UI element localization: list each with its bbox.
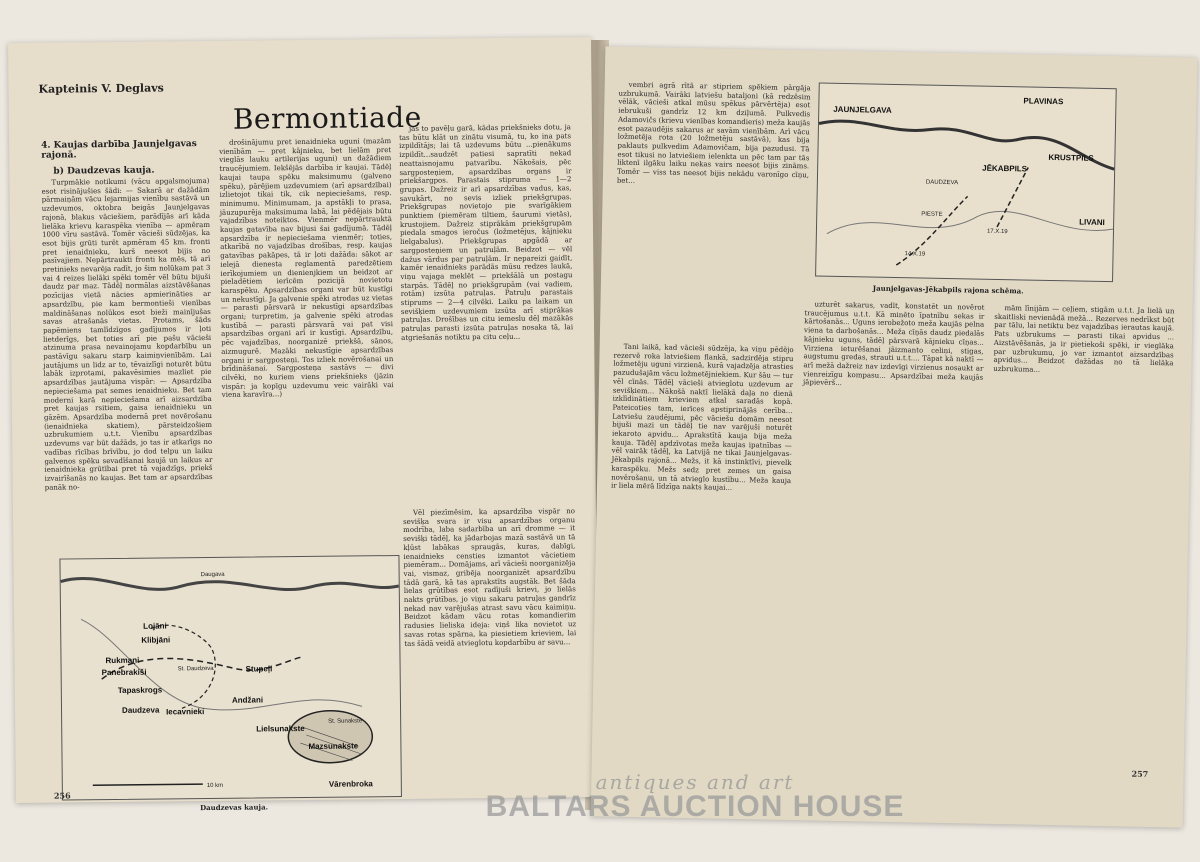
- right-col3-text: mām līnijām — ceļiem, stigām u.t.t. Ja lielā un skaitliski nevienādā mežā... Rezerves nedrīkst būt par tālu, lai netiktu bez vajadzības ierautas kaujā. Pats uzbrukums — parasti tikai apvidus ... Aizstāvēšanās, ja ir pietiekoši spēki, ir vieglāka par uzbrukumu, jo var izmantot aizsardzības apvidus... Beidzot dažādas no tā lielāka uzbrukuma...: [993, 304, 1175, 374]
- left-column-1: [41, 177, 213, 555]
- map-label-jaunjelgava: JAUNJELGAVA: [833, 104, 892, 115]
- map-label-rukmani: Rukmaņi: [105, 655, 140, 666]
- map-date-1: 14.X.19: [904, 251, 926, 258]
- left-map-caption: Daudzevas kauja.: [200, 802, 269, 813]
- left-page: [8, 37, 599, 813]
- right-col1-lower-text: Tani laikā, kad vācieši sūdzēja, ka viņu pēdējo rezervē roka latviešiem flankā, sadzirdēja stipru ložmetēju uguni virzienā, kurā vajadzēja atrasties pazudušajām vācu ložmetējniekiem. Kur šāu — tur vēl cīnās. Tādēļ vācieši atvieglotu uzdevum ar sevišķiem... Nākošā naktī lielākā daļa no dienā izklīdinātiem krieviem atkal saradās kopā. Pateicoties tam, ierīces apstiprinājās cerība... Latviešu zaudējumi, pēc vāciešu domām neesot bijuši mazi un tādēļ tie nav varējuši noturēt iekaroto apvidu... Aprakstītā kauja bija meža kauja. Tādēļ apdzīvotas meža kaujas ipatnības — vēl vairāk tādēļ, ka Latvijā ne tikai Jaunjelgavas-Jēkabpils rajonā... Mežs, it kā instinktīvi, pievelk karaspēku. Mežs sedz pret zemes un gaisa novērošanu, un tā atvieglo kustību... Meža kauja ir liela mērā līdzīga nakts kaujai...: [610, 342, 794, 493]
- map-label-pieste: PIESTE: [921, 211, 943, 218]
- section-heading: 4. Kaujas darbība Jaunjelgavas rajonā.: [41, 139, 197, 161]
- right-map-caption: Jaunjelgavas-Jēkabpils rajona schēma.: [872, 283, 1024, 296]
- map-label-daudzeva: Daudzeva: [121, 705, 160, 715]
- left-page-number: 256: [53, 790, 71, 801]
- right-col2-text: uzturēt sakarus, vadīt, konstatēt un novērot traucējumus u.t.t. Kā minēto īpatnību sekas ir kārtošanās... Uguns ierobežoto meža kaujās pelna viena ta darbošanās... Meža cīņās daudz piedalās kājnieku uguns, tādēļ pārsvarā kājnieku cīņas... Virziena ieturēšanai jāizmanto celiņi, stigas, augstumu gredas, strauti u.t.t.... Tāpat kā naktī — arī mežā dažreiz nav izdevīgi virzienus nosaukt ar vienreizīgu kompasu... Apsardzībai meža kaujās jāpievērš...: [802, 300, 985, 388]
- map-date-2: 17.X.19: [986, 228, 1008, 236]
- daugava-river: [61, 575, 399, 592]
- jaunjelgava-jekabpils-map: [815, 82, 1117, 282]
- right-column-1-lower: [606, 343, 794, 766]
- map-label-st-daudzeva: St. Daudzeva: [177, 665, 214, 673]
- map-label-lielsunakste: Lielsunakste: [256, 724, 305, 734]
- left-col3-lower-text: Vēl piezīmēsim, ka apsardzība vispār no sevišķa svara ir visu apsardzības organu modrība, laba sadarbība un arī dromme — it sevišķi tādēļ, ka jādarbojas mazā sastāvā un tā kļūst labākas spraugās, kuras, dabīgi, ienaidnieks censties izmantot vācietiem piemēram... Domājams, arī vācieši noorganizēja vai, vismaz, gribēja noorganizēt apsardzību tādā garā, kā tas aprakstīts augstāk. Bet šāda lielas grūtības esot radījuši krievi, jo lielās nakts grūtības, jo viņu sakaru patruļas gandrīz nekad nav varējušas atrast savu vācu kaimiņu. Beidzot kādam vācu rotas komandierim radusies lieliska ideja: viņš lika novietot uz savas rotas spārna, ka piesietiem krieviem, lai tas šādā veidā atvieglotu kopdarbību ar savu...: [403, 507, 577, 648]
- map-label-tapaskrogs: Tapaskrogs: [117, 685, 163, 695]
- map-label-krustpils: KRUSTPILS: [1048, 152, 1094, 163]
- map-label-plavinas: PLAVINAS: [1023, 96, 1064, 107]
- scale-bar: [93, 784, 203, 785]
- map-label-varenbroka: Vārenbroka: [328, 779, 373, 789]
- watermark-line-2: BALTARS AUCTION HOUSE: [485, 790, 905, 823]
- right-column-1-top: [614, 81, 811, 343]
- map-label-livani: LIVANI: [1079, 217, 1105, 228]
- right-column-2: [796, 300, 985, 769]
- left-column-3-lower: [403, 507, 578, 795]
- map-label-lojani: Lojāni: [143, 621, 167, 631]
- left-column-3: [399, 123, 575, 505]
- right-column-3: [986, 304, 1175, 773]
- map-label-stupeli: Stupeļi: [245, 664, 273, 674]
- map-label-mazsunakste: Mazsunakste: [308, 741, 359, 751]
- author-header: Kapteinis V. Deglavs: [38, 81, 164, 96]
- map-label-panebrakisi: Panebrakiši: [101, 667, 147, 678]
- left-col1-text: Turpmākie notikumi (vācu apgalsmojuma) esot risinājušies šādi: — Sakarā ar dažādām pārmaiņām vācu lejarmijas vienību sastāvā un uzdevumos, oktobra beigās Jaunjelgavas rajonā, blakus vāciešiem, parādījās arī kāda lielāka krievu karaspēka vienība — apmēram 1000 vīru sastāvā. Tomēr vācieši sūdzējas, ka esot bijis grūti turēt apmēram 45 km. fronti pret ienaidnieku, kurš neesot bijis no pasīvajiem. Nepārtraukti fronti ka mēs, tā arī pretinieks nevarēja radīt, jo šim nolūkam pat 3 vai 4 reizes lielāki spēki tomēr vēl būtu bijuši daudz par maz. Tādēļ normālas aizstāvēšanas pozīcijas vietā nācies apmierināties ar apsardzību, pie kam bermontieši vienības maldināšanas nolūkos esot bieži mainījušas savas atrašanās vietas. Protams, šāds papēmiens tamlīdzīgos gadījumos ir ļoti lietderīgs, bet toties arī pie pašu vācieši atzinuma prasa nevainojamu kopdarbību un pastāvīgu sakaru starp kaimiņvienībām. Lai jautājums un lidz ar to, tēvaizlīgi noturēt būtu labāk izprotami, pakavēsimies mazliet pie apsardzības jautājuma vispār: — Apsardzība nepieciešama pat semes ienaidnieku. Bet tam moderni karā nepieciešama arī aizsardzība pret kaujas rsitiem, gaisa ienaidnieku un gāzēm. Apsardzība modernā pret novērošanu (ienaidnieka skatiem), pārsteidzošiem uzbrukumiem u.t.t. Vienību apsardzības uzdevums var būt dažāds, jo tas ir atkarīgs no vadības rīcības brīvību, jo dod telpu un laiku galvenos spēku sevadīšanai kaujā un laikus ar ienaidnieka grūtībai pret tā vajadzīgs, priekš izvairīšanās no kaujas. Bet tam ar apsardzības panāk no-: [41, 176, 213, 492]
- map-label-st-sunakste: St. Sunakste: [328, 718, 363, 725]
- map-label-iecavnieki: Iecavnieki: [166, 707, 205, 717]
- left-col3-text: jas to pavēļu garā, kādas priekšnieks dotu, ja tas būtu klāt un zinātu visumā, tu, ko ina pats izpildītājs; lai tā uzdevums būtu ...pienākums izpildīt...saudzēt patiesi sapratīti nekad neattaisnojamu patvarību. Nākošais, pēc sargposteņiem, apsardzības organs ir priekšargpos. Parastais stipruma — 1—2 grupas. Dažreiz ir arī apsardzības vadus, kas, savukārt, no sevis izliek priekšgrupas. Priekšgrupas novietojo pie svarīgākiem punktiem (piemēram tiltiem, šaurumi vietās), krustojiem. Dažreiz stiprākām priekšgrupām piedala smagos ieročus (ložmetējus, kājnieku lielgabalus). Priekšgrupas apgādā ar sargposteņiem un patruļām. Beidzot — vēl dažus vārdus par patruļām. Ir nepareizi gaidīt, kamēr ienaidnieks parādās mūsu redzes laukā, viņu vajaga meklēt — priekšālā un postagu starpās. Tādēļ no priekšgrupām (vai vadiem, rotām) izsūta patruļas. Patruļu parastais stiprums — 2—4 cilvēki. Laiku pa laikam un sevišķiem uzdevumiem izsūta arī stiprākas patruļas. Drošības un citu iemeslu dēļ mazākās patruļas parasti izsūta patruļas nosaka tā, lai atgriešanās notiktu pa citu ceļu...: [399, 123, 574, 342]
- map-label-river: Daugava: [200, 571, 225, 579]
- daudzeva-map-svg: [60, 556, 400, 800]
- scale-label: 10 km: [206, 782, 224, 790]
- left-col2-text: drošinājumu pret ienaidnieka uguni (mazām vienībām — pret kājnieku, bet lielām pret vieglās lauku artilerijas uguni) un dažādiem traucējumiem. Iekšējās darbība ir kaujai. Tādēļ kaujai taupa spēku maksimumu (galveno spēku), pārējiem uzdevumiem (arī apsardzībai) izlietojot tikai tik, cik nepieciešams, resp. minimumu. Minimumam, ja apstākļi to prasa, jāuzupurēja maksimuma labā, lai pēdējais būtu vajadzības noteiktos. Vienmēr nepārtrauktā kaujas gatavība nav bijusi šai gadījumā. Tādēļ apsardzība ir nepieciešama vienmēr; toties, atkarībā no vajadzības drošības, resp. kaujas gatavības pakāpes, tā ir ļoti dažāda: sākot ar ielejā dienesta reglamentā paredzētiem ierīkojumiem un dienienjkiem un beidzot ar pieladētiem ierīcēm pozicijā novietotu karaspēku. Apsardzības organi var būt kustīgi un nekustīgi. Ja galvenie spēki atrodas uz vietas — parasti pārsvarā ir nekustīgi apsardzības organi; turpretim, ja galvenie spēki atrodas kustībā — parasti pārsvarā vai pat visi apsardzības organi arī ir kustīgi. Apsardzību, pēc vajadzības, noorganizē priekšā, sānos, aizmugurē. Mazāki nekustīgie apsardzības organi ir sargposteņi. Tos izliek novērošanai un brīdināšanai. Sargposteņa sastāvs — divi cilvēki, no kuriem viens priekšnieks (jāzin vispār: ja kopīgu uzdevumu veic vairāki vai viena karavīra...): [219, 137, 394, 400]
- watermark-line-1: antiques and art: [595, 770, 795, 794]
- left-column-2: [219, 137, 395, 553]
- daudzeva-battle-map: [59, 555, 402, 801]
- front-line-2: [997, 167, 1028, 228]
- subsection-heading: b) Daudzevas kauja.: [53, 165, 155, 177]
- right-page: [591, 46, 1198, 827]
- right-page-number: 257: [1131, 768, 1149, 779]
- right-col1-top-text: vembri agrā rītā ar stipriem spēkiem pārgāja uzbrukumā. Vairāki latviešu bataljoni (kā redzēsim vēlāk, vācieši atkal mūsu spēkus pārvērtēja) esot iebrukuši gandrīz 12 km dziļumā. Pulkvedis Adamovičs (krievu vienības komandieris) meža kaujās esot pazaudējis sakarus ar savām vienībām. Arī vācu ložmetēja rota (20 ložmetēju sastāvā), kas bija paklauts pulkvedim Adamovičam, bija pazudusi. Tā esot tikusi no latviešiem ielenkta un pēc tam par tās liktenī ilgāku laiku nekas vairs neesot bijis zināms. Tomēr — viss tas neesot bijis nekādu varonīgo cīņu, bet...: [616, 80, 811, 185]
- map-label-klibjani: Klibjāni: [141, 635, 171, 645]
- map-label-daudzeva-right: DAUDZEVA: [925, 179, 959, 187]
- map-label-jekabpils: JĒKABPILS: [982, 163, 1028, 174]
- map-label-andzani: Andžani: [231, 695, 264, 705]
- road-right: [827, 208, 1113, 239]
- jaunjelgava-map-svg: [816, 84, 1116, 282]
- article-title: Bermontiade: [232, 100, 422, 136]
